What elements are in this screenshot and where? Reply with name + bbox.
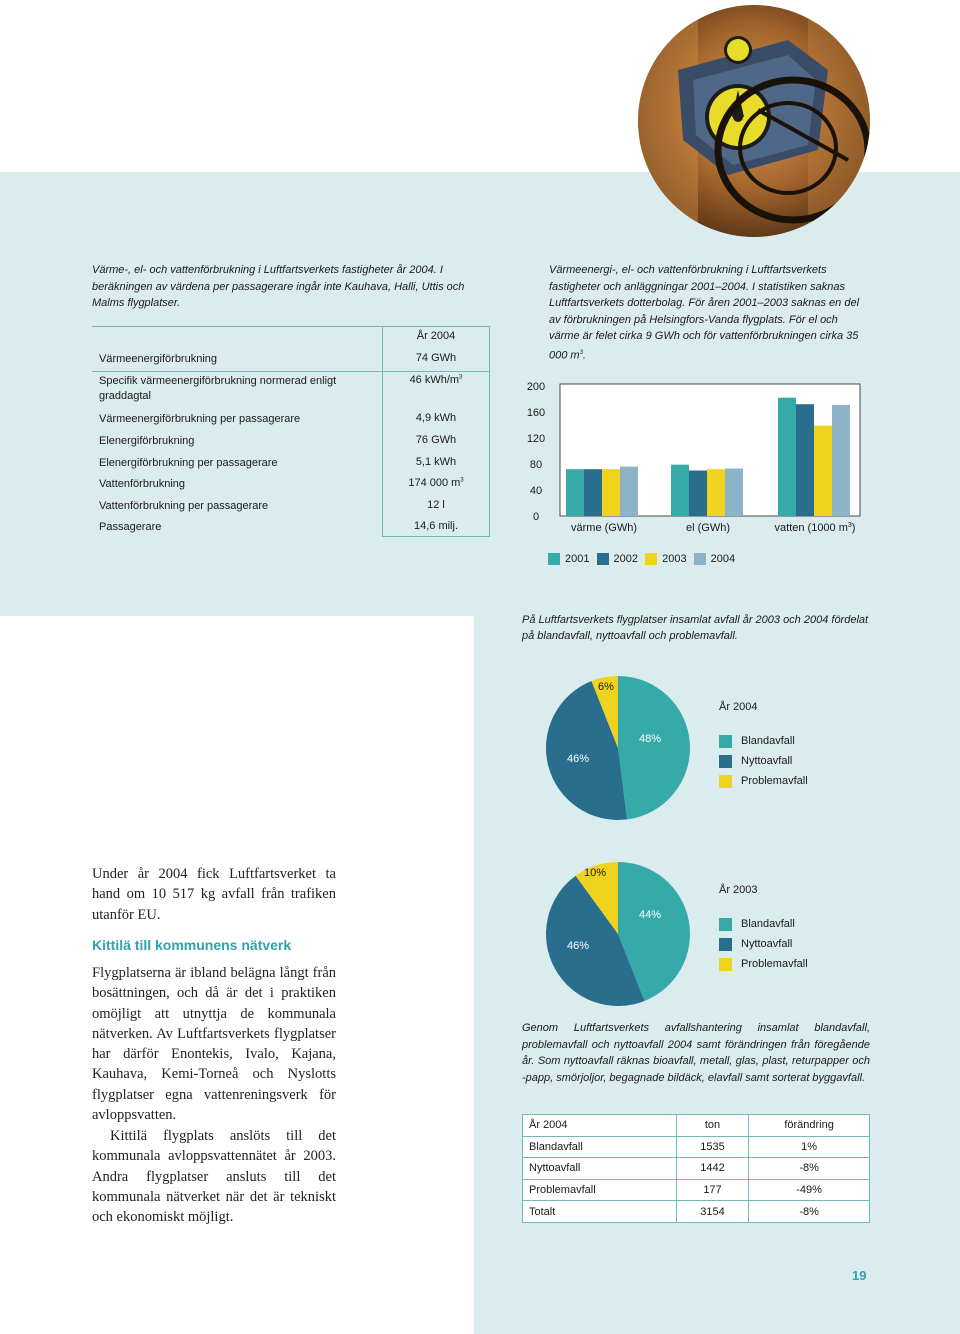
x-category-sup: 3	[847, 522, 852, 529]
legend-swatch	[719, 755, 732, 768]
row-label: Specifik värmeenergiförbrukning normerad enligt graddagtal	[99, 375, 337, 402]
table-cell: 177	[676, 1179, 748, 1201]
legend-swatch	[597, 553, 609, 565]
pie-chart-2004	[544, 674, 692, 822]
pie-legend-2004	[719, 731, 808, 791]
y-tick-label: 80	[529, 459, 543, 471]
row-label: Elenergiförbrukning per passagerare	[99, 457, 278, 469]
table-border	[92, 326, 382, 327]
legend-swatch	[719, 918, 732, 931]
table-cell: 1442	[676, 1158, 748, 1180]
legend-swatch	[548, 553, 560, 565]
bar-2003	[602, 469, 620, 516]
bar-chart-caption: Värmeenergi-, el- och vattenförbrukning i Luftfartsverkets fastigheter och anläggningar 2001–2004. I statistiken saknas Luftfartsverkets dotterbolag. För åren 2001–2003 saknas en del av förbrukningen på Helsingfors-Vanda flygplats. För el och värme är felet cirka 9 GWh och för vattenförbrukningen cirka 35 000 $m^3$.	[549, 264, 860, 362]
table-divider	[92, 371, 490, 372]
bar-2004	[725, 469, 743, 516]
waste-management-caption: Genom Luftfartsverkets avfallshantering insamlat blandavfall, problemavfall och nyttoavfall 2004 samt förändringen från föregående år. Som nyttoavfall räknas bioavfall, metall, glas, plast, returpapper och -papp, smörjoljor, begagnade bildäck, elavfall samt sorterat byggavfall.	[522, 1022, 870, 1084]
bar-2002	[584, 469, 602, 516]
legend-item: 2003	[645, 553, 686, 565]
legend-item: 2001	[548, 553, 589, 565]
bar-2002	[796, 404, 814, 516]
section-heading: Kittilä till kommunens nätverk	[92, 937, 292, 953]
legend-swatch	[694, 553, 706, 565]
pie-chart-2003	[544, 860, 692, 1008]
pie-legend-2003	[719, 914, 808, 974]
pie-value-label: 46%	[566, 940, 590, 952]
bar-2002	[689, 471, 707, 517]
legend-item: Problemavfall	[719, 954, 808, 974]
legend-item: 2004	[694, 553, 735, 565]
legend-item: Blandavfall	[719, 731, 808, 751]
row-label: Vattenförbrukning per passagerare	[99, 500, 269, 512]
table1-caption: Värme-, el- och vattenförbrukning i Luftfartsverkets fastigheter år 2004. I beräkningen av värdena per passagerare ingår inte Kauhava, Halli, Uttis och Malms flygplatser.	[92, 264, 465, 309]
bar-2004	[620, 467, 638, 516]
bar-2003	[707, 469, 725, 516]
table-row	[523, 1201, 870, 1223]
y-tick-label: 0	[532, 511, 540, 523]
legend-swatch	[719, 958, 732, 971]
table-cell: Blandavfall	[523, 1136, 677, 1158]
row-value: 74 GWh	[415, 352, 457, 364]
legend-swatch	[645, 553, 657, 565]
pie-value-label: 44%	[638, 909, 662, 921]
legend-swatch	[719, 735, 732, 748]
row-value: 5,1 kWh	[415, 456, 457, 468]
consumption-bar-chart	[500, 370, 900, 580]
row-label: Värmeenergiförbrukning	[99, 353, 218, 365]
table-cell: -8%	[749, 1201, 870, 1223]
y-tick-label: 120	[526, 433, 546, 445]
waste-table	[522, 1114, 870, 1223]
table-cell: 3154	[676, 1201, 748, 1223]
pie-value-label: 46%	[566, 753, 590, 765]
table-row	[523, 1179, 870, 1201]
table-row	[523, 1158, 870, 1180]
bar-2004	[832, 405, 850, 516]
row-label: Passagerare	[99, 521, 162, 533]
table-cell: Totalt	[523, 1201, 677, 1223]
x-category-end: )	[851, 522, 856, 534]
row-value: 76 GWh	[415, 434, 457, 446]
consumption-table	[92, 326, 490, 537]
legend-swatch	[719, 938, 732, 951]
valve-wheel-photo	[638, 0, 870, 242]
header-cell: År 2004	[523, 1115, 677, 1137]
bar-2003	[814, 426, 832, 516]
table-cell: -49%	[749, 1179, 870, 1201]
pie-value-label: 48%	[638, 733, 662, 745]
bar-2001	[566, 469, 584, 516]
table-cell: Problemavfall	[523, 1179, 677, 1201]
row-label: Vattenförbrukning	[99, 478, 186, 490]
body-paragraph: Flygplatserna är ibland belägna långt från bosättningen, och då är det i praktiken omöjligt att utnyttja de kommunala nätverken. Av Luftfartsverkets flygplatser har därför Enontekis, Ivalo, Kajana, Kauhava, Kemi-Torneå och Nyslotts flygplatser egna vattenreningsverk för avloppsvatten.	[92, 965, 336, 1124]
row-value: 4,9 kWh	[415, 412, 457, 424]
table-cell: 1535	[676, 1136, 748, 1158]
body-paragraph: Kittilä flygplats anslöts till det kommunala avloppsvattennätet år 2003. Andra flygplatser ansluts till det kommunala nätverket när det är tekniskt och ekonomiskt möjligt.	[92, 1128, 336, 1226]
legend-item: Problemavfall	[719, 771, 808, 791]
table-header-row	[523, 1115, 870, 1137]
x-category-label: värme (GWh)	[571, 522, 637, 534]
waste-caption: På Luftfartsverkets flygplatser insamlat avfall år 2003 och 2004 fördelat på blandavfall, nyttoavfall och problemavfall.	[522, 614, 869, 642]
y-tick-label: 160	[526, 407, 546, 419]
row-value: 46 kWh/$m^3$	[409, 374, 463, 386]
row-value: 12 l	[427, 499, 445, 511]
pie-title-2003: År 2003	[719, 884, 758, 896]
table-cell: 1%	[749, 1136, 870, 1158]
x-category-label: vatten (1000 $m^3$)	[774, 522, 856, 534]
row-label: Värmeenergiförbrukning per passagerare	[99, 413, 301, 425]
pie-value-label: 6%	[598, 681, 614, 693]
table-row	[523, 1136, 870, 1158]
bar-2001	[778, 398, 796, 516]
lead-paragraph: Under år 2004 fick Luftfartsverket ta hand om 10 517 kg avfall från trafiken utanför EU.	[92, 866, 336, 923]
pie-slice	[618, 676, 690, 819]
pie-value-label: 10%	[583, 867, 607, 879]
y-tick-label: 200	[526, 381, 546, 393]
header-cell: förändring	[749, 1115, 870, 1137]
y-tick-label: 40	[529, 485, 543, 497]
page-number: 19	[852, 1268, 867, 1283]
bar-chart-legend	[548, 553, 739, 568]
row-label: Elenergiförbrukning	[99, 435, 195, 447]
row-value: 14,6 milj.	[413, 520, 459, 532]
year-header: År 2004	[416, 330, 456, 342]
bar-2001	[671, 465, 689, 516]
legend-item: 2002	[597, 553, 638, 565]
table-cell: Nyttoavfall	[523, 1158, 677, 1180]
legend-item: Blandavfall	[719, 914, 808, 934]
header-cell: ton	[676, 1115, 748, 1137]
row-value: 174 000 $m^3$	[408, 477, 464, 489]
legend-item: Nyttoavfall	[719, 751, 808, 771]
legend-swatch	[719, 775, 732, 788]
pie-title-2004: År 2004	[719, 701, 758, 713]
x-category-label: el (GWh)	[686, 522, 730, 534]
legend-item: Nyttoavfall	[719, 934, 808, 954]
table-cell: -8%	[749, 1158, 870, 1180]
